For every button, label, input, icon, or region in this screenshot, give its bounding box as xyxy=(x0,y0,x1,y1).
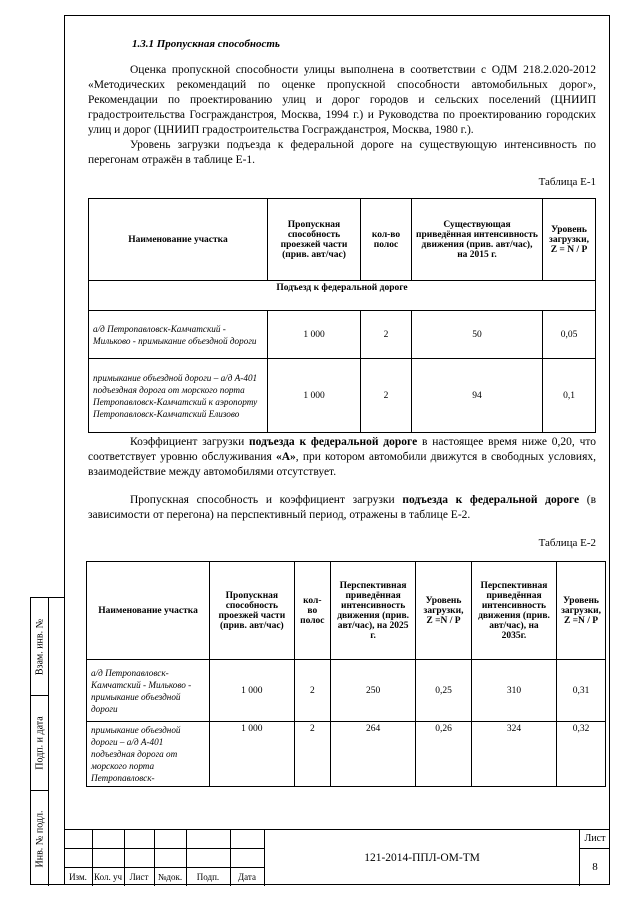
paragraph-1: Оценка пропускной способности улицы выполнена в соответствии с ОДМ 218.2.020-2012 «Методических рекомендаций по оценке пропускной способности автомобильных дорог», Рекомендации по проектированию улиц и дорог городов и сельских поселений (ЦНИИП градостроительства Госгражданстроя, Москва, 1994 г.) и Руководства по проектированию городских улиц и дорог (ЦНИИП градостроительства Госгражданстроя, Москва, 1980 г.). xyxy=(88,64,596,136)
table1-caption: Таблица Е-1 xyxy=(538,176,596,188)
t1-h-z: Уровень загрузки, Z = N / P xyxy=(543,199,596,281)
table-row: примыкание объездной дороги – а/д А-401 подъездная дорога от морского порта Петропавловск-Камчатский к аэропорту Петропавловск-Камчатский Елизово 1 000 2 94 0,1 xyxy=(89,359,596,433)
table2-caption: Таблица Е-2 xyxy=(538,537,596,549)
side-vzam: Взам. инв. № xyxy=(31,598,49,696)
title-block-grid xyxy=(64,830,264,886)
t1-h-cap: Пропускная способность проезжей части (прив. авт/час) xyxy=(268,199,361,281)
t2-h-int35: Перспективная приведённая интенсивность движения (прив. авт/час), на 2035г. xyxy=(471,562,556,660)
paragraph-3: Коэффициент загрузки подъезда к федеральной дороге в настоящее время ниже 0,20, что соответствует уровню обслуживания «А», при котором автомобили движутся в свободных условиях, взаимодействие между автомобилями отсутствует. xyxy=(88,436,596,478)
t2-h-z35: Уровень загрузки, Z =N / P xyxy=(557,562,606,660)
sheet-number: 8 xyxy=(592,861,598,873)
t1-h-lanes: кол-во полос xyxy=(361,199,412,281)
sheet-label: Лист xyxy=(580,830,610,849)
tb-col-izm: Изм. xyxy=(69,872,87,882)
tb-col-kol: Кол. уч xyxy=(94,872,122,882)
t2-h-name: Наименование участка xyxy=(87,562,210,660)
side-stamp xyxy=(30,597,64,885)
table-row: а/д Петропавловск-Камчатский - Мильково - примыкание объездной дороги 1 000 2 250 0,25 310 0,31 xyxy=(87,660,606,722)
tb-col-list: Лист xyxy=(129,872,149,882)
table-row: а/д Петропавловск-Камчатский - Мильково - примыкание объездной дороги 1 000 2 50 0,05 xyxy=(89,311,596,359)
table-e1 xyxy=(88,198,596,433)
t1-group: Подъезд к федеральной дороге xyxy=(89,281,596,311)
t2-h-int25: Перспективная приведённая интенсивность движения (прив. авт/час), на 2025 г. xyxy=(331,562,416,660)
tb-col-podp: Подп. xyxy=(196,872,220,882)
title-block xyxy=(64,829,610,886)
t2-h-lanes: кол-во полос xyxy=(294,562,330,660)
section-title: 1.3.1 Пропускная способность xyxy=(132,38,280,50)
table-e2 xyxy=(86,561,606,787)
t1-h-int: Существующая приведённая интенсивность движения (прив. авт/час), на 2015 г. xyxy=(412,199,543,281)
t2-h-z25: Уровень загрузки, Z =N / P xyxy=(416,562,472,660)
table-row: примыкание объездной дороги – а/д А-401 подъездная дорога от морского порта Петропавловск- 1 000 2 264 0,26 324 0,32 xyxy=(87,722,606,787)
tb-col-data: Дата xyxy=(238,872,256,882)
side-podp: Подп. и дата xyxy=(31,696,49,791)
paragraph-2: Уровень загрузки подъезда к федеральной дороге на существующую интенсивность по перегонам отражён в таблице Е-1. xyxy=(88,139,596,166)
document-number: 121-2014-ППЛ-ОМ-ТМ xyxy=(264,830,580,886)
side-inv: Инв. № подл. xyxy=(31,791,49,886)
t2-h-cap: Пропускная способность проезжей части (прив. авт/час) xyxy=(210,562,294,660)
paragraph-4: Пропускная способность и коэффициент загрузки подъезда к федеральной дороге (в зависимости от перегона) на перспективный период, отражены в таблице Е-2. xyxy=(88,494,596,521)
t1-h-name: Наименование участка xyxy=(89,199,268,281)
document-content xyxy=(88,38,602,787)
tb-col-ndok: №док. xyxy=(157,872,183,882)
